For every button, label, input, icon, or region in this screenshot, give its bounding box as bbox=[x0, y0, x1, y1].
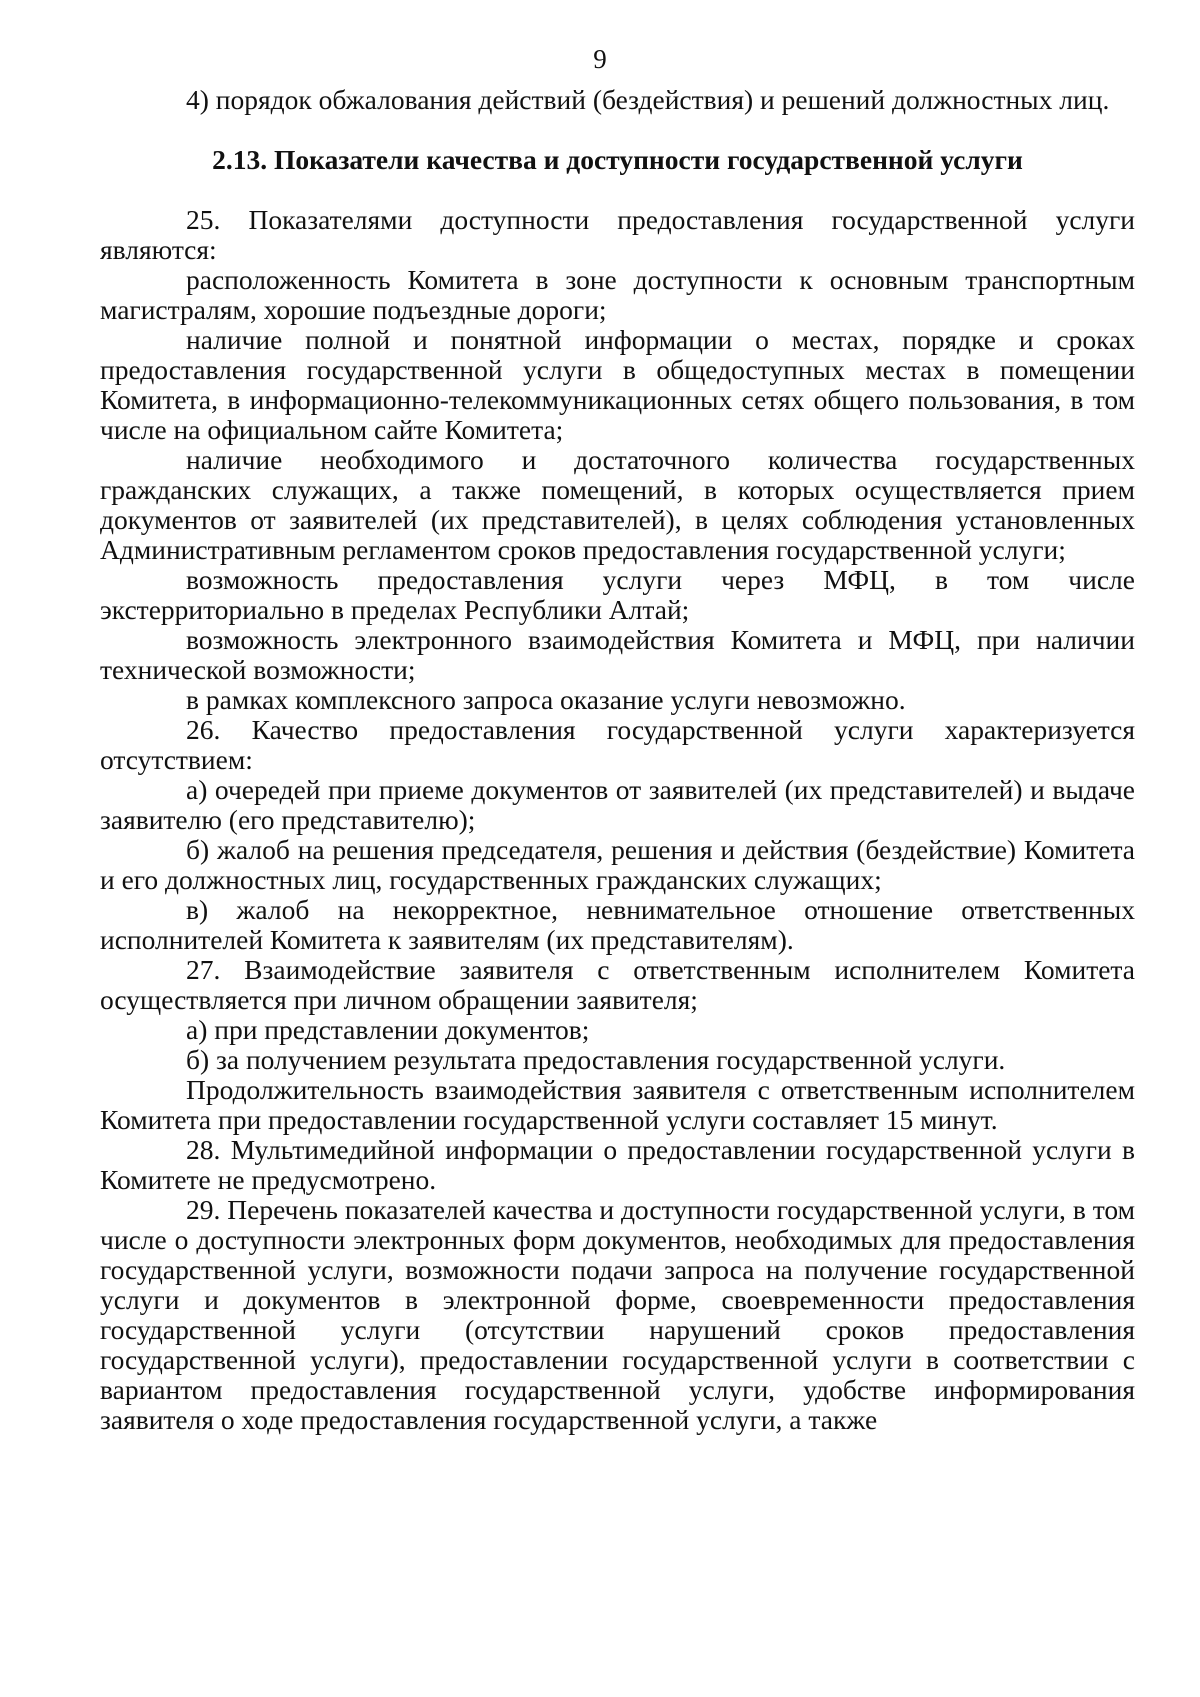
paragraph-27-b: б) за получением результата предоставления государственной услуги. bbox=[186, 1044, 1006, 1075]
paragraph-26-b: б) жалоб на решения председателя, решения и действия (бездействие) Комитета и его должностных лиц, государственных гражданских служащих; bbox=[100, 834, 1135, 895]
paragraph-29: 29. Перечень показателей качества и доступности государственной услуги, в том числе о доступности электронных форм документов, необходимых для предоставления государственной услуги, возможности подачи запроса на получение государственной услуги и документов в электронной форме, своевременности предоставления государственной услуги (отсутствии нарушений сроков предоставления государственной услуги), предоставлении государственной услуги в соответствии с вариантом предоставления государственной услуги, удобстве информирования заявителя о ходе предоставления государственной услуги, а также bbox=[100, 1194, 1135, 1435]
paragraph-item-4: 4) порядок обжалования действий (бездействия) и решений должностных лиц. bbox=[186, 84, 1110, 115]
paragraph-electronic: возможность электронного взаимодействия Комитета и МФЦ, при наличии технической возможности; bbox=[100, 624, 1135, 685]
document-body bbox=[100, 85, 1135, 1435]
paragraph-25: 25. Показателями доступности предоставления государственной услуги являются: bbox=[100, 204, 1135, 265]
paragraph-mfc: возможность предоставления услуги через МФЦ, в том числе экстерриториально в пределах Республики Алтай; bbox=[100, 564, 1135, 625]
paragraph-location: расположенность Комитета в зоне доступности к основным транспортным магистралям, хорошие подъездные дороги; bbox=[100, 264, 1135, 325]
paragraph-27: 27. Взаимодействие заявителя с ответственным исполнителем Комитета осуществляется при личном обращении заявителя; bbox=[100, 954, 1135, 1015]
paragraph-27-a: а) при представлении документов; bbox=[186, 1014, 590, 1045]
paragraph-complex-request: в рамках комплексного запроса оказание услуги невозможно. bbox=[186, 684, 906, 715]
page-number: 9 bbox=[593, 44, 607, 74]
paragraph-26-v: в) жалоб на некорректное, невнимательное отношение ответственных исполнителей Комитета к заявителям (их представителям). bbox=[100, 894, 1135, 955]
paragraph-information: наличие полной и понятной информации о местах, порядке и сроках предоставления государственной услуги в общедоступных местах в помещении Комитета, в информационно-телекоммуникационных сетях общего пользования, в том числе на официальном сайте Комитета; bbox=[100, 324, 1135, 445]
paragraph-duration: Продолжительность взаимодействия заявителя с ответственным исполнителем Комитета при предоставлении государственной услуги составляет 15 минут. bbox=[100, 1074, 1135, 1135]
paragraph-28: 28. Мультимедийной информации о предоставлении государственной услуги в Комитете не предусмотрено. bbox=[100, 1134, 1135, 1195]
paragraph-staff: наличие необходимого и достаточного количества государственных гражданских служащих, а также помещений, в которых осуществляется прием документов от заявителей (их представителей), в целях соблюдения установленных Административным регламентом сроков предоставления государственной услуги; bbox=[100, 444, 1135, 565]
paragraph-26-a: а) очередей при приеме документов от заявителей (их представителей) и выдаче заявителю (его представителю); bbox=[100, 774, 1135, 835]
section-heading: 2.13. Показатели качества и доступности государственной услуги bbox=[212, 144, 1023, 175]
paragraph-26: 26. Качество предоставления государственной услуги характеризуется отсутствием: bbox=[100, 714, 1135, 775]
